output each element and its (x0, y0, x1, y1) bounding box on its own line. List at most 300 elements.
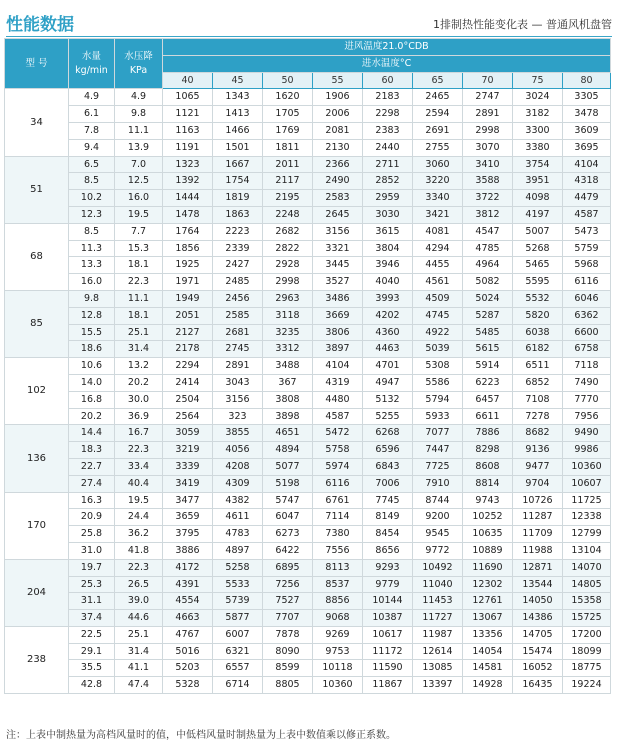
capacity-cell: 12871 (513, 559, 563, 576)
water-flow-cell: 9.8 (69, 290, 115, 307)
table-body (5, 89, 611, 694)
capacity-cell: 1971 (163, 274, 213, 291)
table-row (5, 374, 611, 391)
capacity-cell: 6182 (513, 341, 563, 358)
temp-header-cell: 60 (363, 72, 413, 89)
capacity-cell: 12302 (463, 576, 513, 593)
water-drop-cell: 22.3 (115, 442, 163, 459)
capacity-cell: 3527 (313, 274, 363, 291)
capacity-cell: 5485 (463, 324, 513, 341)
capacity-cell: 2963 (263, 290, 313, 307)
capacity-cell: 2440 (363, 139, 413, 156)
water-drop-cell: 31.4 (115, 341, 163, 358)
table-row (5, 509, 611, 526)
capacity-cell: 1863 (213, 206, 263, 223)
capacity-cell: 3478 (563, 106, 611, 123)
inlet-water-header: 进水温度°C (163, 55, 611, 72)
capacity-cell: 16052 (513, 660, 563, 677)
table-row (5, 274, 611, 291)
water-flow-cell: 12.3 (69, 206, 115, 223)
capacity-cell: 10607 (563, 475, 611, 492)
capacity-cell: 7278 (513, 408, 563, 425)
capacity-cell: 6046 (563, 290, 611, 307)
capacity-cell: 10889 (463, 542, 513, 559)
capacity-cell: 7770 (563, 391, 611, 408)
water-flow-cell: 13.3 (69, 257, 115, 274)
table-row (5, 341, 611, 358)
capacity-cell: 12338 (563, 509, 611, 526)
capacity-cell: 8090 (263, 643, 313, 660)
capacity-cell: 5586 (413, 374, 463, 391)
capacity-cell: 1343 (213, 89, 263, 106)
water-flow-cell: 16.8 (69, 391, 115, 408)
capacity-cell: 4360 (363, 324, 413, 341)
capacity-cell: 2195 (263, 190, 313, 207)
capacity-cell: 7956 (563, 408, 611, 425)
capacity-cell: 8608 (463, 458, 513, 475)
capacity-cell: 6596 (363, 442, 413, 459)
capacity-cell: 3118 (263, 307, 313, 324)
capacity-cell: 7380 (313, 526, 363, 543)
capacity-cell: 1065 (163, 89, 213, 106)
capacity-cell: 3445 (313, 257, 363, 274)
water-drop-cell: 22.3 (115, 559, 163, 576)
capacity-cell: 2465 (413, 89, 463, 106)
capacity-cell: 3946 (363, 257, 413, 274)
capacity-cell: 2456 (213, 290, 263, 307)
capacity-cell: 8744 (413, 492, 463, 509)
capacity-cell: 13104 (563, 542, 611, 559)
water-flow-cell: 35.5 (69, 660, 115, 677)
capacity-cell: 1413 (213, 106, 263, 123)
capacity-cell: 4611 (213, 509, 263, 526)
water-flow-cell: 10.2 (69, 190, 115, 207)
capacity-cell: 5794 (413, 391, 463, 408)
capacity-cell: 7725 (413, 458, 463, 475)
capacity-cell: 3156 (213, 391, 263, 408)
capacity-cell: 2928 (263, 257, 313, 274)
capacity-cell: 1856 (163, 240, 213, 257)
capacity-cell: 5287 (463, 307, 513, 324)
capacity-cell: 1764 (163, 223, 213, 240)
capacity-cell: 5533 (213, 576, 263, 593)
water-drop-cell: 25.1 (115, 626, 163, 643)
water-flow-cell: 25.3 (69, 576, 115, 593)
capacity-cell: 14805 (563, 576, 611, 593)
capacity-cell: 3615 (363, 223, 413, 240)
temp-header-cell: 50 (263, 72, 313, 89)
capacity-cell: 7707 (263, 610, 313, 627)
capacity-cell: 5024 (463, 290, 513, 307)
table-row (5, 475, 611, 492)
capacity-cell: 2051 (163, 307, 213, 324)
capacity-cell: 1444 (163, 190, 213, 207)
capacity-cell: 15725 (563, 610, 611, 627)
water-drop-cell: 41.1 (115, 660, 163, 677)
capacity-cell: 2822 (263, 240, 313, 257)
capacity-cell: 9753 (313, 643, 363, 660)
capacity-cell: 3855 (213, 425, 263, 442)
capacity-cell: 7118 (563, 358, 611, 375)
water-drop-cell: 9.8 (115, 106, 163, 123)
capacity-cell: 10144 (363, 593, 413, 610)
capacity-cell: 2998 (263, 274, 313, 291)
capacity-cell: 2427 (213, 257, 263, 274)
capacity-cell: 8298 (463, 442, 513, 459)
water-flow-cell: 16.3 (69, 492, 115, 509)
capacity-cell: 13085 (413, 660, 463, 677)
capacity-cell: 1906 (313, 89, 363, 106)
capacity-cell: 1819 (213, 190, 263, 207)
capacity-cell: 2178 (163, 341, 213, 358)
capacity-cell: 2682 (263, 223, 313, 240)
capacity-cell: 1620 (263, 89, 313, 106)
capacity-cell: 9200 (413, 509, 463, 526)
capacity-cell: 2711 (363, 156, 413, 173)
capacity-cell: 4294 (413, 240, 463, 257)
table-row (5, 442, 611, 459)
capacity-cell: 4309 (213, 475, 263, 492)
water-drop-cell: 13.2 (115, 358, 163, 375)
capacity-cell: 2645 (313, 206, 363, 223)
table-row (5, 542, 611, 559)
capacity-cell: 11590 (363, 660, 413, 677)
water-flow-cell: 10.6 (69, 358, 115, 375)
water-drop-cell: 15.3 (115, 240, 163, 257)
water-drop-cell: 47.4 (115, 677, 163, 694)
performance-table (4, 38, 611, 694)
capacity-cell: 4208 (213, 458, 263, 475)
table-row (5, 122, 611, 139)
temp-header-cell: 75 (513, 72, 563, 89)
capacity-cell: 4767 (163, 626, 213, 643)
inlet-air-header: 进风温度21.0°CDB (163, 39, 611, 56)
capacity-cell: 9545 (413, 526, 463, 543)
capacity-cell: 11727 (413, 610, 463, 627)
capacity-cell: 10360 (313, 677, 363, 694)
model-cell: 85 (5, 290, 69, 357)
capacity-cell: 14050 (513, 593, 563, 610)
capacity-cell: 6223 (463, 374, 513, 391)
water-flow-cell: 14.0 (69, 374, 115, 391)
capacity-cell: 9779 (363, 576, 413, 593)
capacity-cell: 9772 (413, 542, 463, 559)
capacity-cell: 2339 (213, 240, 263, 257)
model-cell: 136 (5, 425, 69, 492)
capacity-cell: 7527 (263, 593, 313, 610)
water-flow-label: 水量 (81, 50, 101, 62)
capacity-cell: 3806 (313, 324, 363, 341)
capacity-cell: 9477 (513, 458, 563, 475)
capacity-cell: 2583 (313, 190, 363, 207)
temp-header-cell: 80 (563, 72, 611, 89)
capacity-cell: 3182 (513, 106, 563, 123)
water-flow-cell: 9.4 (69, 139, 115, 156)
capacity-cell: 4463 (363, 341, 413, 358)
capacity-cell: 13544 (513, 576, 563, 593)
capacity-cell: 18775 (563, 660, 611, 677)
capacity-cell: 6714 (213, 677, 263, 694)
capacity-cell: 4318 (563, 173, 611, 190)
capacity-cell: 14928 (463, 677, 513, 694)
capacity-cell: 1323 (163, 156, 213, 173)
table-row (5, 324, 611, 341)
capacity-cell: 2117 (263, 173, 313, 190)
water-flow-cell: 6.1 (69, 106, 115, 123)
capacity-cell: 9136 (513, 442, 563, 459)
capacity-cell: 2130 (313, 139, 363, 156)
capacity-cell: 2298 (363, 106, 413, 123)
capacity-cell: 3754 (513, 156, 563, 173)
table-row (5, 593, 611, 610)
water-drop-cell: 16.7 (115, 425, 163, 442)
model-cell: 102 (5, 358, 69, 425)
capacity-cell: 10635 (463, 526, 513, 543)
capacity-cell: 3219 (163, 442, 213, 459)
capacity-cell: 2127 (163, 324, 213, 341)
capacity-cell: 7556 (313, 542, 363, 559)
capacity-cell: 2504 (163, 391, 213, 408)
capacity-cell: 3897 (313, 341, 363, 358)
capacity-cell: 4040 (363, 274, 413, 291)
page-header (6, 8, 612, 37)
capacity-cell: 1466 (213, 122, 263, 139)
capacity-cell: 5203 (163, 660, 213, 677)
capacity-cell: 11709 (513, 526, 563, 543)
capacity-cell: 4509 (413, 290, 463, 307)
capacity-cell: 2959 (363, 190, 413, 207)
capacity-cell: 1949 (163, 290, 213, 307)
capacity-cell: 3419 (163, 475, 213, 492)
water-drop-cell: 36.2 (115, 526, 163, 543)
capacity-cell: 4651 (263, 425, 313, 442)
capacity-cell: 5198 (263, 475, 313, 492)
capacity-cell: 5877 (213, 610, 263, 627)
capacity-cell: 3059 (163, 425, 213, 442)
capacity-cell: 4964 (463, 257, 513, 274)
capacity-cell: 11988 (513, 542, 563, 559)
table-row (5, 576, 611, 593)
capacity-cell: 11172 (363, 643, 413, 660)
model-cell: 68 (5, 223, 69, 290)
capacity-cell: 7447 (413, 442, 463, 459)
capacity-cell: 6116 (313, 475, 363, 492)
capacity-cell: 5328 (163, 677, 213, 694)
water-flow-cell: 18.3 (69, 442, 115, 459)
water-drop-cell: 16.0 (115, 190, 163, 207)
capacity-cell: 5532 (513, 290, 563, 307)
capacity-cell: 6611 (463, 408, 513, 425)
capacity-cell: 4947 (363, 374, 413, 391)
capacity-cell: 7878 (263, 626, 313, 643)
table-row (5, 156, 611, 173)
capacity-cell: 10726 (513, 492, 563, 509)
capacity-cell: 7006 (363, 475, 413, 492)
water-flow-cell: 29.1 (69, 643, 115, 660)
model-cell: 34 (5, 89, 69, 156)
capacity-cell: 7256 (263, 576, 313, 593)
capacity-cell: 8599 (263, 660, 313, 677)
capacity-cell: 12614 (413, 643, 463, 660)
capacity-cell: 3808 (263, 391, 313, 408)
water-flow-cell: 12.8 (69, 307, 115, 324)
table-row (5, 89, 611, 106)
table-row (5, 173, 611, 190)
capacity-cell: 2998 (463, 122, 513, 139)
capacity-cell: 10492 (413, 559, 463, 576)
capacity-cell: 4480 (313, 391, 363, 408)
capacity-cell: 2006 (313, 106, 363, 123)
capacity-cell: 4554 (163, 593, 213, 610)
capacity-cell: 6895 (263, 559, 313, 576)
capacity-cell: 4197 (513, 206, 563, 223)
capacity-cell: 2594 (413, 106, 463, 123)
water-drop-unit: KPa (129, 64, 148, 76)
capacity-cell: 3043 (213, 374, 263, 391)
capacity-cell: 2745 (213, 341, 263, 358)
table-row (5, 492, 611, 509)
water-drop-cell: 13.9 (115, 139, 163, 156)
capacity-cell: 16435 (513, 677, 563, 694)
capacity-cell: 9068 (313, 610, 363, 627)
capacity-cell: 6273 (263, 526, 313, 543)
capacity-cell: 5747 (263, 492, 313, 509)
capacity-cell: 5039 (413, 341, 463, 358)
water-flow-cell: 31.0 (69, 542, 115, 559)
water-flow-cell: 11.3 (69, 240, 115, 257)
capacity-cell: 4561 (413, 274, 463, 291)
capacity-cell: 1705 (263, 106, 313, 123)
capacity-cell: 6321 (213, 643, 263, 660)
capacity-cell: 5473 (563, 223, 611, 240)
water-flow-cell: 19.7 (69, 559, 115, 576)
capacity-cell: 14581 (463, 660, 513, 677)
capacity-cell: 2414 (163, 374, 213, 391)
table-row (5, 626, 611, 643)
capacity-cell: 5820 (513, 307, 563, 324)
capacity-cell: 5007 (513, 223, 563, 240)
capacity-cell: 3477 (163, 492, 213, 509)
capacity-cell: 3898 (263, 408, 313, 425)
table-row (5, 139, 611, 156)
water-drop-cell: 44.6 (115, 610, 163, 627)
capacity-cell: 4587 (313, 408, 363, 425)
water-flow-cell: 8.5 (69, 173, 115, 190)
capacity-cell: 4056 (213, 442, 263, 459)
water-drop-cell: 11.1 (115, 122, 163, 139)
capacity-cell: 3695 (563, 139, 611, 156)
table-row (5, 526, 611, 543)
capacity-cell: 4104 (563, 156, 611, 173)
model-cell: 51 (5, 156, 69, 223)
capacity-cell: 5472 (313, 425, 363, 442)
capacity-cell: 5268 (513, 240, 563, 257)
capacity-cell: 5758 (313, 442, 363, 459)
water-flow-cell: 31.1 (69, 593, 115, 610)
table-row (5, 660, 611, 677)
water-drop-cell: 26.5 (115, 576, 163, 593)
water-drop-cell: 4.9 (115, 89, 163, 106)
water-flow-cell: 22.5 (69, 626, 115, 643)
water-drop-cell: 19.5 (115, 206, 163, 223)
capacity-cell: 3070 (463, 139, 513, 156)
capacity-cell: 6422 (263, 542, 313, 559)
capacity-cell: 5077 (263, 458, 313, 475)
footnote: 注：上表中制热量为高档风量时的值，中低档风量时制热量为上表中数值乘以修正系数。 (6, 730, 396, 741)
capacity-cell: 2294 (163, 358, 213, 375)
water-flow-cell: 27.4 (69, 475, 115, 492)
capacity-cell: 8537 (313, 576, 363, 593)
temp-header-cell: 65 (413, 72, 463, 89)
table-row (5, 206, 611, 223)
water-drop-cell: 33.4 (115, 458, 163, 475)
capacity-cell: 3220 (413, 173, 463, 190)
capacity-cell: 6047 (263, 509, 313, 526)
water-drop-cell: 41.8 (115, 542, 163, 559)
capacity-cell: 5255 (363, 408, 413, 425)
capacity-cell: 6758 (563, 341, 611, 358)
capacity-cell: 4894 (263, 442, 313, 459)
water-drop-cell: 12.5 (115, 173, 163, 190)
capacity-cell: 8805 (263, 677, 313, 694)
table-row (5, 290, 611, 307)
capacity-cell: 5974 (313, 458, 363, 475)
capacity-cell: 2223 (213, 223, 263, 240)
page-title: 性能数据 (6, 15, 74, 35)
water-drop-cell: 39.0 (115, 593, 163, 610)
capacity-cell: 2564 (163, 408, 213, 425)
water-drop-cell: 25.1 (115, 324, 163, 341)
capacity-cell: 4663 (163, 610, 213, 627)
water-flow-cell: 37.4 (69, 610, 115, 627)
capacity-cell: 5914 (463, 358, 513, 375)
capacity-cell: 3993 (363, 290, 413, 307)
capacity-cell: 8856 (313, 593, 363, 610)
capacity-cell: 7745 (363, 492, 413, 509)
capacity-cell: 8682 (513, 425, 563, 442)
capacity-cell: 1163 (163, 122, 213, 139)
capacity-cell: 2691 (413, 122, 463, 139)
capacity-cell: 9704 (513, 475, 563, 492)
capacity-cell: 8814 (463, 475, 513, 492)
table-row (5, 223, 611, 240)
capacity-cell: 10387 (363, 610, 413, 627)
capacity-cell: 4319 (313, 374, 363, 391)
capacity-cell: 3030 (363, 206, 413, 223)
capacity-cell: 9986 (563, 442, 611, 459)
water-flow-cell: 20.2 (69, 408, 115, 425)
model-cell: 238 (5, 626, 69, 693)
capacity-cell: 367 (263, 374, 313, 391)
capacity-cell: 1121 (163, 106, 213, 123)
capacity-cell: 3339 (163, 458, 213, 475)
capacity-cell: 3024 (513, 89, 563, 106)
capacity-cell: 2183 (363, 89, 413, 106)
capacity-cell: 3488 (263, 358, 313, 375)
capacity-cell: 5016 (163, 643, 213, 660)
water-flow-cell: 20.9 (69, 509, 115, 526)
page-subtitle: 1排制热性能变化表 — 普通风机盘管 (433, 18, 612, 31)
water-flow-cell: 14.4 (69, 425, 115, 442)
capacity-cell: 3659 (163, 509, 213, 526)
temp-header-cell: 45 (213, 72, 263, 89)
capacity-cell: 2891 (213, 358, 263, 375)
capacity-cell: 2891 (463, 106, 513, 123)
capacity-cell: 11690 (463, 559, 513, 576)
capacity-cell: 9293 (363, 559, 413, 576)
capacity-cell: 4745 (413, 307, 463, 324)
capacity-cell: 3804 (363, 240, 413, 257)
